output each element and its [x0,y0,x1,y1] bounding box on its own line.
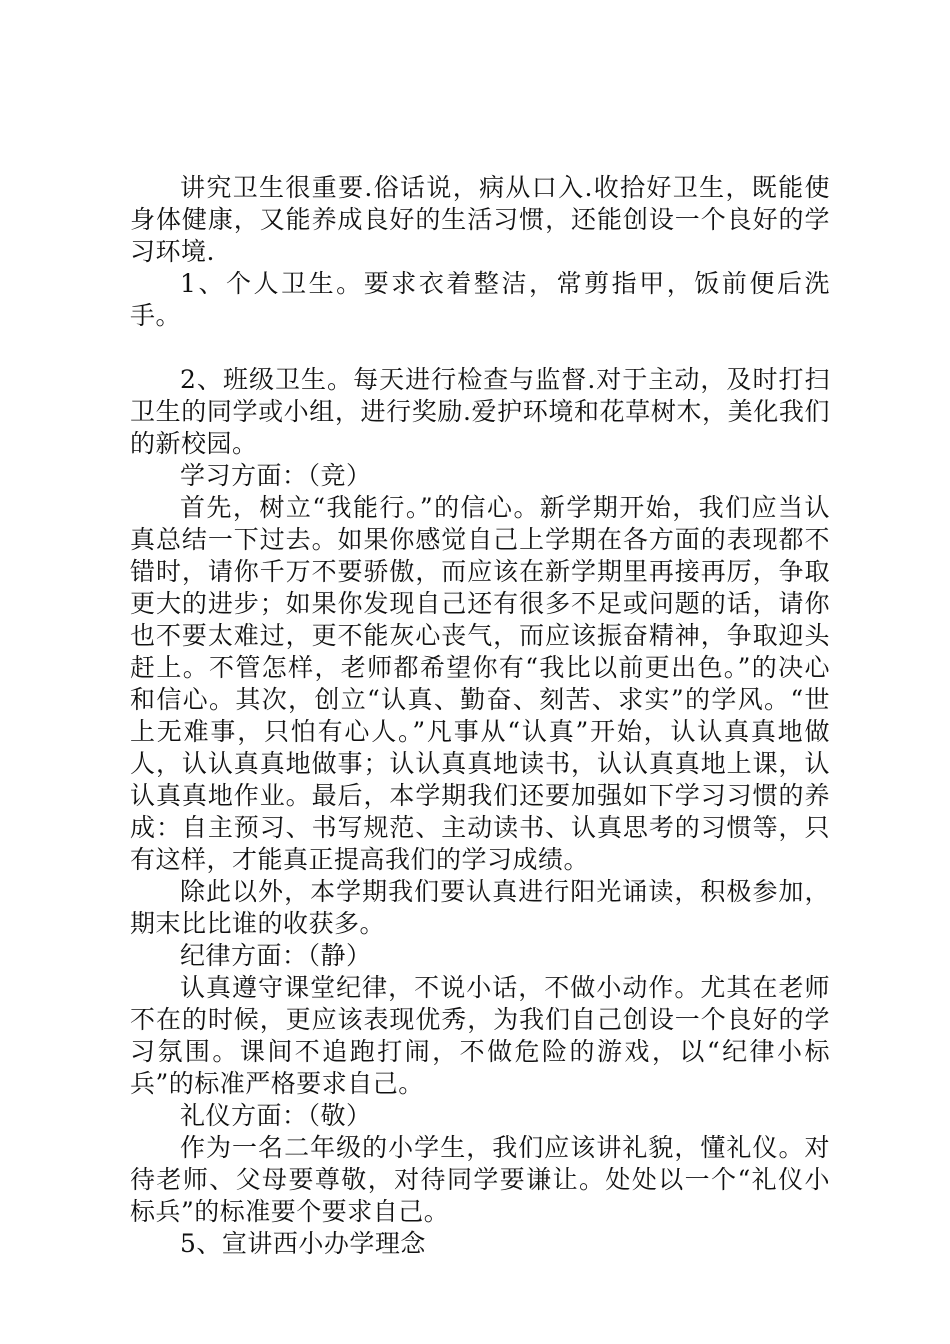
etiquette-heading: 礼仪方面：（敬） [180,1101,372,1130]
study-paragraph: 首先，树立“我能行。”的信心。新学期开始，我们应当认真总结一下过去。如果你感觉自己上学期在各方面的表现都不错时，请你千万不要骄傲，而应该在新学期里再接再厉，争取更大的进步；如果你发现自己还有很多不足或问题的话，请你也不要太难过，更不能灰心丧气，而应该振奋精神，争取迎头赶上。不管怎样，老师都希望你有“我比以前更出色。”的决心和信心。其次，创立“认真、勤奋、刻苦、求实”的学风。“世上无难事，只怕有心人。”凡事从“认真”开始，认认真真地做人，认认真真地做事；认认真真地读书，认认真真地上课，认认真真地作业。最后，本学期我们还要加强如下学习习惯的养成：自主预习、书写规范、主动读书、认真思考的习惯等，只有这样，才能真正提高我们的学习成绩。 [130,493,830,874]
personal-hygiene-item: 1、个人卫生。要求衣着整洁，常剪指甲，饭前便后洗手。 [130,269,830,330]
discipline-heading: 纪律方面：（静） [180,941,372,970]
discipline-paragraph: 认真遵守课堂纪律，不说小话，不做小动作。尤其在老师不在的时候，更应该表现优秀，为我们自己创设一个良好的学习氛围。课间不追跑打闹，不做危险的游戏，以“纪律小标兵”的标准严格要求自己。 [130,973,830,1098]
document-body [130,172,830,1260]
reading-paragraph: 除此以外，本学期我们要认真进行阳光诵读，积极参加，期末比比谁的收获多。 [130,877,830,938]
study-heading: 学习方面：（竞） [180,461,372,490]
etiquette-paragraph: 作为一名二年级的小学生，我们应该讲礼貌，懂礼仪。对待老师、父母要尊敬，对待同学要谦让。处处以一个“礼仪小标兵”的标准要个要求自己。 [130,1133,830,1226]
school-philosophy-item: 5、宣讲西小办学理念 [180,1229,426,1258]
intro-paragraph: 讲究卫生很重要.俗话说，病从口入.收拾好卫生，既能使身体健康，又能养成良好的生活习惯，还能创设一个良好的学习环境. [130,173,830,266]
class-hygiene-item: 2、班级卫生。每天进行检查与监督.对于主动，及时打扫卫生的同学或小组，进行奖励.爱护环境和花草树木，美化我们的新校园。 [130,365,830,458]
